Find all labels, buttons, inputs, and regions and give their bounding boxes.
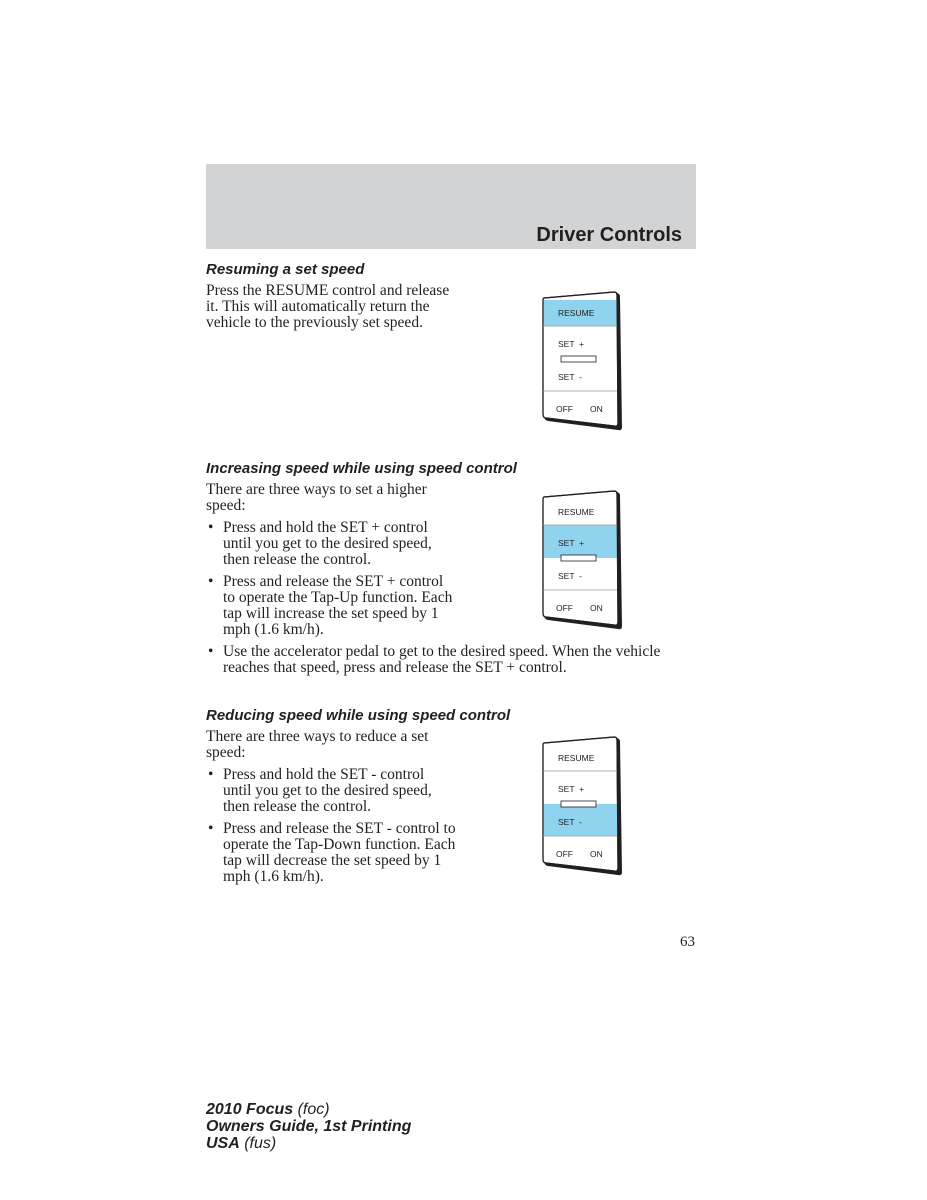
footer-model: 2010 Focus [206, 1101, 294, 1118]
list-item: • Press and release the SET - control to operate the Tap-Down function. Each tap will decrease the set speed by 1 mph (1.6 km/h). [206, 821, 456, 885]
section-paragraph: Press the RESUME control and release it. This will automatically return the vehicle to the previously set speed. [206, 282, 450, 331]
list-item: • Press and hold the SET + control until you get to the desired speed, then release the control. [206, 520, 456, 568]
label-resume: RESUME [558, 308, 595, 318]
label-off: OFF [556, 603, 573, 613]
section-heading: Resuming a set speed [206, 261, 365, 278]
switch-illustration [542, 291, 622, 431]
switch-illustration [542, 736, 622, 876]
switch-illustration [542, 490, 622, 630]
label-set-minus: SET - [558, 372, 582, 382]
footer-model-code: (foc) [293, 1101, 330, 1118]
section-heading: Reducing speed while using speed control [206, 707, 511, 724]
set-rocker-bar [561, 356, 596, 362]
section-intro: There are three ways to set a higher speed: [206, 481, 427, 514]
label-on: ON [590, 404, 603, 414]
label-off: OFF [556, 849, 573, 859]
set-rocker-bar [561, 801, 596, 807]
bullet-list [206, 520, 456, 638]
label-on: ON [590, 603, 603, 613]
footer-region: USA [206, 1135, 240, 1152]
label-resume: RESUME [558, 507, 595, 517]
label-on: ON [590, 849, 603, 859]
speed-control-switch-resume [542, 291, 622, 431]
section-heading: Increasing speed while using speed control [206, 460, 517, 477]
section-title: Driver Controls [536, 224, 682, 246]
label-set-plus: SET + [558, 538, 585, 548]
footer-edition: Owners Guide, 1st Printing [206, 1118, 412, 1135]
list-item: • Press and hold the SET - control until you get to the desired speed, then release the control. [206, 767, 456, 815]
label-set-minus: SET - [558, 817, 582, 827]
list-item: • Press and release the SET + control to operate the Tap-Up function. Each tap will increase the set speed by 1 mph (1.6 km/h). [206, 574, 456, 638]
speed-control-switch-set-plus [542, 490, 622, 630]
section-header-band [206, 164, 696, 249]
page-number: 63 [680, 934, 695, 950]
section-intro: There are three ways to reduce a set speed: [206, 728, 429, 761]
document-footer [206, 1101, 411, 1152]
list-item: • Use the accelerator pedal to get to the desired speed. When the vehicle reaches that speed, press and release the SET + control. [206, 644, 693, 676]
label-off: OFF [556, 404, 573, 414]
label-resume: RESUME [558, 753, 595, 763]
bullet-list [206, 767, 456, 885]
label-set-plus: SET + [558, 784, 585, 794]
bullet-list [206, 644, 696, 676]
footer-region-code: (fus) [239, 1135, 277, 1152]
speed-control-switch-set-minus [542, 736, 622, 876]
set-rocker-bar [561, 555, 596, 561]
label-set-plus: SET + [558, 339, 585, 349]
label-set-minus: SET - [558, 571, 582, 581]
